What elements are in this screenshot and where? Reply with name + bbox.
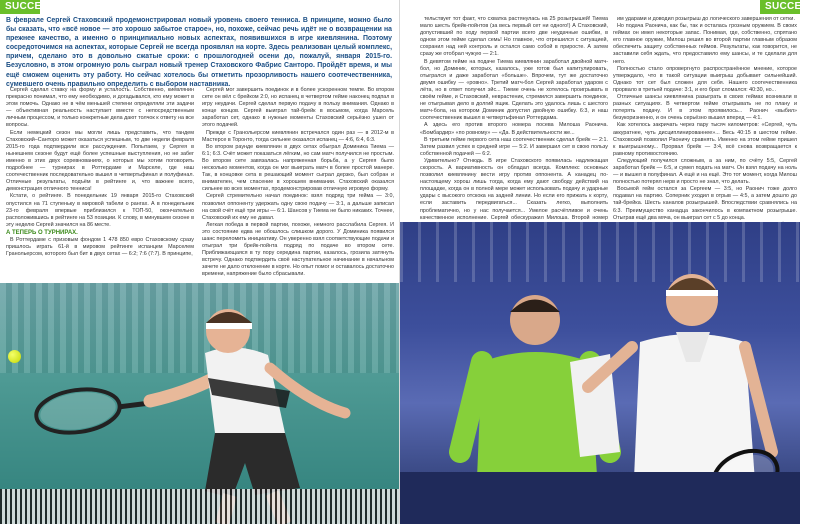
tennis-photo-left <box>0 283 400 524</box>
section-tag-right: SUCCESS <box>760 0 800 14</box>
paragraph: В Роттердаме с призовым фондом 1 478 850 евро Стаховскому сразу пришлось играть 61-й в мировом рейтинге испанцем Марселем Гранольерсом, которого был бит в двух сетах — 6:2; 7:6 (7:7). В принципе, <box>6 236 194 258</box>
paragraph: В третьем гейме первого сета наш соотечественник сделал брейк — 2:1. Затем развил успех в средней игре — 5:2. И завершил сет в свою пользу собственной подачей — 6:2. <box>420 136 608 157</box>
paragraph: тельствует тот факт, что схватка растянулась на 25 розыгрышей! Тиема мало шесть брейк-пойнтов (за весь первый сет ни одного!) А Стаховский, допустивший по ходу первой партии всего две неудачные ошибки, в одном этом гейме сделал семь! Но главное, что отрешился с ситуацией, сохранил над ней контроль и остался само собой в приросте. А затем сразу же отобрал чужую — 2:1. <box>420 16 608 58</box>
left-page <box>0 0 400 524</box>
player-illustration <box>0 283 400 524</box>
paragraph: Сергей сделал ставку на форму и усталость. Собственно, киевлянин прекрасно понимал, что ему необходимо, и догадывался, кто ему может в этом помочь. Однако не в чём меньшей степени определяли эти задачи — объективная реальность наступает вместе с непосредственным личным процессом, и только конкретные дела дают толчок к ответу на все вопросы. <box>6 87 194 129</box>
right-column-1 <box>420 16 608 222</box>
paragraph: Во втором раунде киевлянин в двух сетах обыграл Доминика Тиема — 6:1; 6:3. Счёт может показаться лёгким, но сам матч получился не простым. Во втором сете завязалась напряженная борьба, а у Сергея было несколько моментов, когда он мог выиграть матч в более простой манере. Так, в концовке сета в решающий момент сыграл дерзко, был собран и внимателен, чем спасение в хорошем внимании. Стаховский оказался сильнее во всех моментах, продемонстрировав отличную игровую форму. <box>202 143 394 193</box>
left-column-2 <box>202 87 394 281</box>
paragraph: Удивительно? Отнюдь. В игре Стаховского появилась надлежащая скорость. А вариативность он обладал всегда. Комплекс основных позволил киевлянину вести игру против оппонента. А канадец по-настоящему хорош лишь тогда, когда ему дают свободу действий на площадке, когда он в полной мере может использовать подачу и ударные удары с высокого отскока на задней линии. Но если его прижать к корту, если заставить передвигаться... Сказать легко, выполнить проблематично, но у нас получается... Умелое расчётливое и очень качественное исполнение. Сергей обескуражил Милоша. Второй номер <box>420 157 608 221</box>
paragraph: Легкая победа в первой партии, похоже, немного расслабила Сергея. И это состояние едва не обошлось слишком дорого. У Доминика появился шанс переломить инициативу. Он уверенно взял соответствующие подачи и отыграл три брейк-пойнта подряд по подаче во втором сете. Приближающаяся в ту пору середина партии, казалось, грозила затянуть встречу. Однако подтвердить своё наступательное начинание в начальном зачете не дало отклонение в корте. Но опыт помог и оставалось достаточно времени, напряжение было сбрасывали. <box>202 221 394 278</box>
court-fence <box>400 472 800 524</box>
net-background <box>0 489 400 524</box>
paragraph: им ударами и доводил розыгрыш до логического завершения от сетки. <box>617 16 795 22</box>
paragraph: Сергей мог завершить поединок и в более ускоренном темпе. Во втором сете он вёл с брейком 2:0, но испанец в четвертом гейме наконец подпал в игру неудачи. Сергей сделал первую подачу в пользу внимания. Однако в конце концов. Сергей выиграл тай-брейк в восьмом, когда Марсель заработал сет, однако в нужные моменты Стаховский серьёзно ушел от этого подачей. <box>202 87 394 129</box>
tennis-photo-right <box>400 222 800 524</box>
paragraph: Если немецкий сезон мы могли лишь представить, что тандем Стаховский–Санторо может оказаться успешным, то две недели февраля 2015-го года подтвердили все рассуждения. Попытаем, у Сергея в нынешнем сезоне будут ещё более успешные выступления, но не забег именно в этих двух соревнованиях, о которых мы хотим поговорить подробнее — турнирах в Роттердаме и Марселе, где наш соотечественник последовательно вышел в четвертьфинал и полуфинал. Отличные результаты, подъём в рейтинге и, что важнее всего, демонстрация отличного тенниса! <box>6 129 194 193</box>
paragraph: Сергей стремительно начал поединок: взял подряд три гейма — 3:0, позволил оппоненту удержать одну свою подачу — 3:1, а дальше записал на свой счёт ещё три игры — 6:1. Шансов у Тиема не было никаких. Точнее, Стаховский их ему не давал. <box>202 193 394 221</box>
paragraph: Полностью стало опровергнуто распространённое мнение, которое утверждало, что в такой ситуации выигрыш добывает сильнейший. Однако тот сет был сложен для себя. Нашего соотечественника прорвало в третьей подаче: 3:1, и его брат сломался: 40:30, но... <box>613 65 797 93</box>
paragraph: Следующий получился сложным, а за ним, по счёту 5:5, Сергей заработал брейк — 6:5, и сумел подать на матч. Он взял подачу на ноль — и вышел в полуфинал. А ещё и на ещё. Это тот момент, когда Милош полностью потерял нерв и просто не знал, что делать. <box>613 157 797 186</box>
paragraph: А здесь его против второго номера посева Милоша Раонича. «Бомбардир» «по ровному» — «Да. В действительности же... <box>420 122 608 136</box>
paragraph: Восьмой гейм остался за Сергеем — 3:5, но Раонич тоже долго подавал на партию. Соперник уходил в отрыв — 4:5, а затем дошло до тай-брейка. Шесть каналов розыгрышей. Впоследствии сравнялись на 6:3. Преимущество канадца закончилось в компактном розыгрыше. Отыграв ещё два мяча, он выиграл сет с 5 до конца. <box>613 186 797 221</box>
paragraph: Как хотелось закричать через пару тысяч километров: «Сергей, чуть аккуратнее, чуть дисциплинированнее»... Весь 40:15 в шестом гейме. Стаховский позволил Раоничу сравнять. Именно на этом гейме пришел к выигрышному... Прорвал брейк — 3:4, всё снова возвращается к равному противостоянию. <box>613 122 797 157</box>
left-column-1 <box>6 87 194 281</box>
paragraph: Отличные шансы киевлянина разыграть в своих геймах возникали в разных ситуациях. В четвертом гейме отыгрывать не по плану и потерять подачу. И в этом проявилось... Раонич «выбил» безукоризненно, и он очень серьёзно вышел вперед — 4:1. <box>613 94 797 122</box>
section-tag-left: SUCCESS <box>0 0 40 14</box>
right-page <box>400 0 815 524</box>
lead-paragraph: В феврале Сергей Стаховский продемонстрировал новый уровень своего тенниса. В принципе, можно было бы сказать, что «всё новое — это хорошо забытое старое», но, похоже, сейчас речь идёт не о возвращении на прежнее качество, а именно о принципиально новых аспектах, появившихся в игре киевлянина. Поэтому сосредоточимся на аспектах, которые Сергей не всегда проявлял на корте. Здесь реализован целый комплекс, причем, сделано это в довольно сжатые сроки: с прошлогодней осени до, пожалуй, января 2015-го. Безусловно, в этом огромную роль сыграл новый тренер Стаховского Фабрис Санторо. Пройдёт время, и мы ещё сможем оценить эту работу. Но сейчас хотелось бы отметить прозорливость нашего соотечественника, сумевшего очень правильно определить с выбором наставника. <box>6 17 392 88</box>
paragraph: Но подача Раонича, как бы, так и осталась грозным оружием. В своих геймах он имел некоторые запас. Понимая, где, собственно, спрятано его главное оружие, Милош решил во второй партии главным образом обеспечить защиту собственных геймов. Результаты, как говорится, не заставили себя ждать, что предоставило ему шансы, и те сделали для него. <box>613 23 797 65</box>
right-column-2 <box>613 16 797 246</box>
paragraph: Кстати, о рейтинге. В понедельник 19 января 2015-го Стаховский опустился на 71 ступеньку в мировой табели о рангах. А в понедельник 23-го февраля впервые приблизился к ТОП-50, окончательно расположившись в рейтинге на 53 позиции. К слову, в минувшем сезоне в эту неделю Сергей значился на 86 месте. <box>6 193 194 228</box>
subheading: А ТЕПЕРЬ О ТУРНИРАХ. <box>6 229 78 236</box>
paragraph: В девятом гейме на подаче Тиема киевлянин заработал двойной матч-бол, но Доминик, которых, казалось, уже готов был капитулировать, отыгрался и даже заработал «больше». Впрочем, тут же достаточно двумя ошибку — «ровно». Третий матч-бол Сергей заработал ударом с лёта, но в ответ получил эйс... Тиеме очень не хотелось проигрывать в своём гейме, и Стаховский, неврастеник, стремился завершить поединок, не отыгрывая дело в долгий ящик. Сделать это удалось лишь с шестого матч-бола, на котором Доминик допустил двойную ошибку. 6:3, и наш соотечественник вышел в четвертьфинал Роттердама. <box>420 58 608 122</box>
paragraph: Прежде с Гранольерсом киевлянин встречался один раз — в 2012-м в Мастерсе в Торонто, тогда сильнее оказался испанец — 4:6, 6:4, 6:3. <box>202 129 394 143</box>
